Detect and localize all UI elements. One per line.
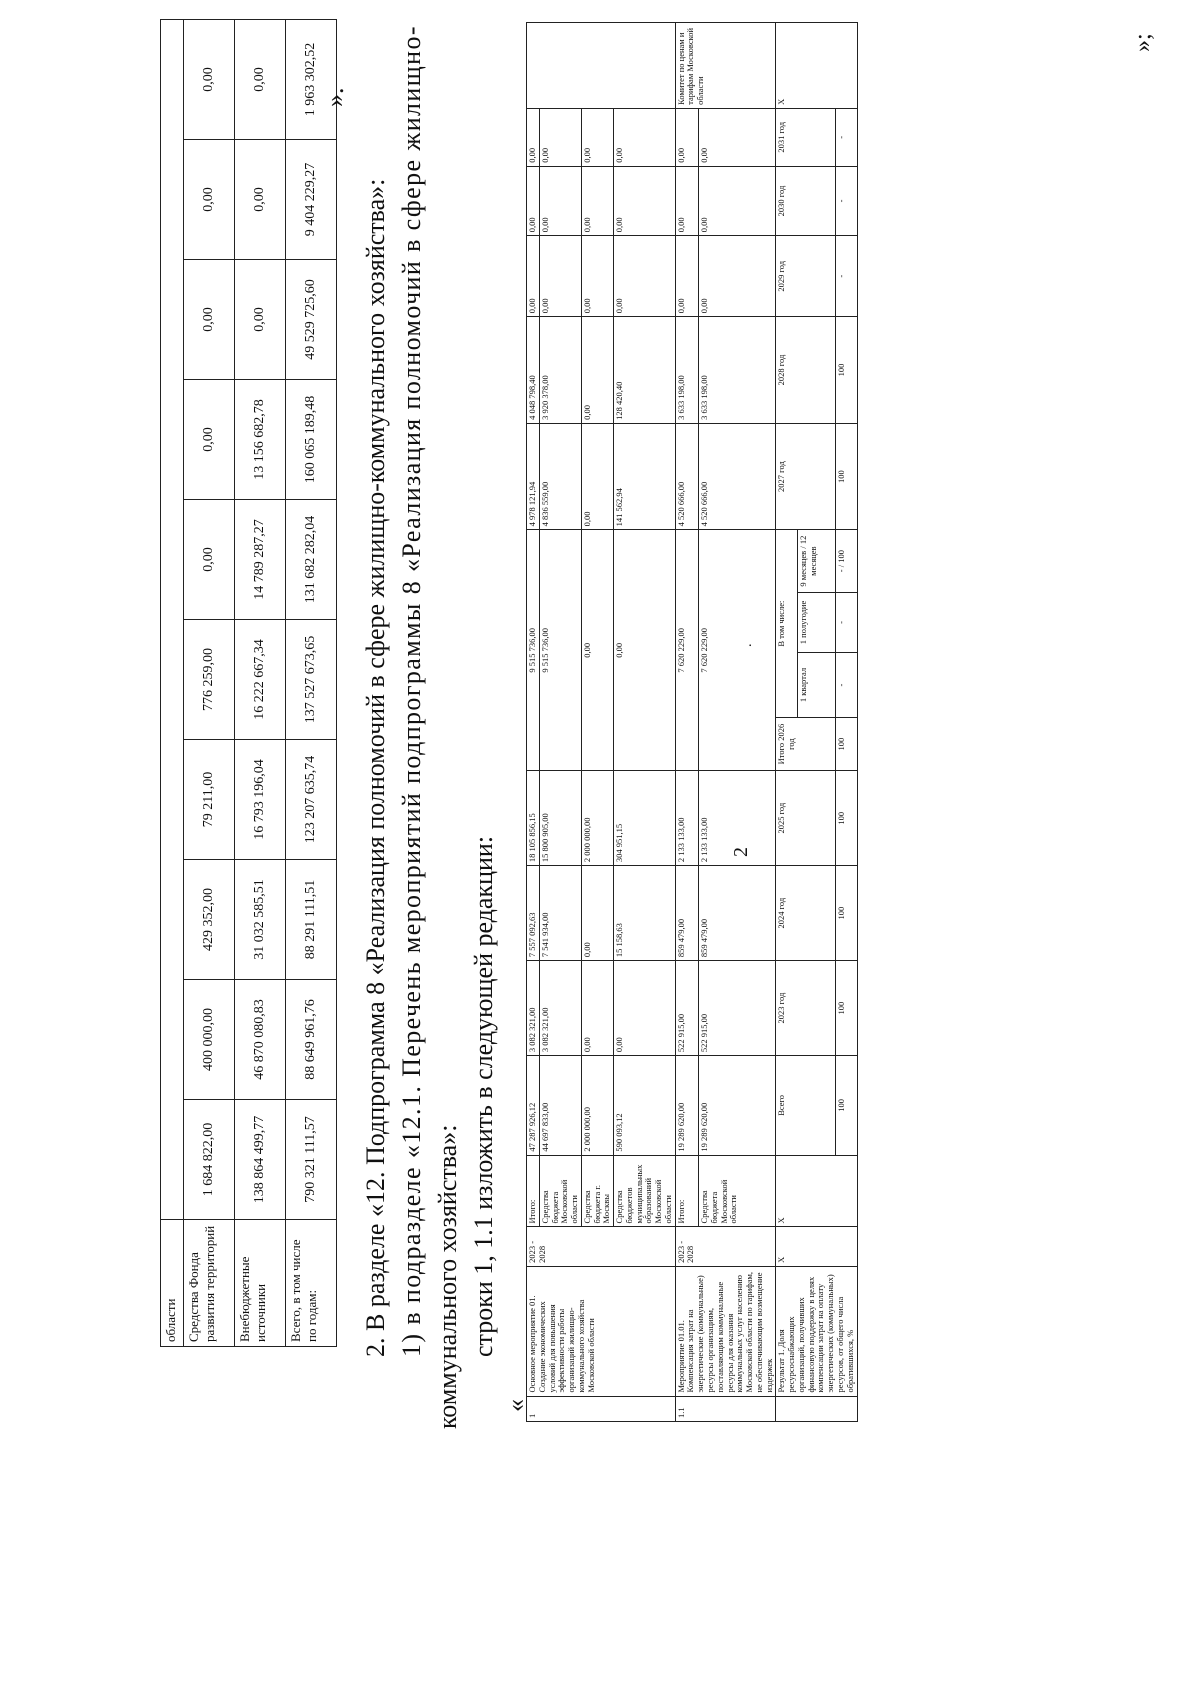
fin-row-label: Средства Фонда развития территорий — [184, 1220, 235, 1347]
result-header: 2025 год — [776, 771, 836, 866]
closing-mark: »; — [1130, 33, 1156, 52]
value-cell: 7 620 229,00 — [699, 530, 776, 771]
fin-cell: 0,00 — [184, 260, 235, 380]
value-cell: 0,00 — [581, 166, 613, 235]
fin-row-label: Всего, в том числе по годам: — [286, 1220, 337, 1347]
fin-row — [235, 20, 286, 1347]
fin-cell: 16 793 196,04 — [235, 740, 286, 860]
value-cell: 128 420,40 — [614, 317, 676, 424]
fin-cell: 0,00 — [235, 140, 286, 260]
value-cell: 19 289 620,00 — [699, 1056, 776, 1156]
value-cell: 7 557 092,63 — [527, 866, 540, 961]
fin-header-row — [161, 20, 184, 1347]
executor: Комитет по ценам и тарифам Московской области — [675, 23, 776, 109]
fin-closing-mark: ». — [320, 87, 349, 107]
value-cell: 0,00 — [614, 166, 676, 235]
value-cell: 0,00 — [614, 108, 676, 166]
fin-cell: 429 352,00 — [184, 860, 235, 980]
funding-source: Средства бюджета г. Москвы — [581, 1155, 613, 1227]
value-cell: 522 915,00 — [675, 961, 698, 1056]
value-cell: 3 920 378,00 — [539, 317, 581, 424]
result-value-part: 100 — [835, 550, 846, 563]
table-row — [527, 23, 540, 1422]
result-subheader-part: 9 месяцев — [797, 550, 808, 587]
value-cell: 0,00 — [539, 108, 581, 166]
value-cell: 2 133 133,00 — [675, 771, 698, 866]
fin-cell: 13 156 682,78 — [235, 380, 286, 500]
result-header: 2023 год — [776, 961, 836, 1056]
value-cell: 44 697 833,00 — [539, 1056, 581, 1156]
result-x: Х — [776, 23, 857, 109]
measure-name: Мероприятие 01.01. Компенсация затрат на энергетические (коммунальные) ресурсы организациям, поставляющим коммунальные ресурсы для оказания коммунальных услуг населению Московской области по тарифам, не обеспечивающим возмещение издержек — [675, 1266, 776, 1396]
fin-cell: 1 963 302,52 — [286, 20, 337, 140]
fin-cell: 0,00 — [184, 20, 235, 140]
value-cell: 0,00 — [527, 108, 540, 166]
result-header: Всего — [776, 1056, 836, 1156]
fin-cell: 0,00 — [184, 500, 235, 620]
result-header: В том числе: — [776, 530, 798, 718]
value-cell: 7 620 229,00 — [675, 530, 698, 771]
fin-cell: 400 000,00 — [184, 980, 235, 1100]
result-header: 2030 год — [776, 166, 836, 235]
fin-header-cell: области — [161, 1220, 184, 1347]
fin-row — [184, 20, 235, 1347]
result-value: 100 — [835, 717, 857, 770]
value-cell: 47 287 926,12 — [527, 1056, 540, 1156]
value-cell: 859 479,00 — [699, 866, 776, 961]
row-number: 1.1 — [675, 1396, 776, 1421]
value-cell: 4 836 559,00 — [539, 423, 581, 530]
fin-cell: 776 259,00 — [184, 620, 235, 740]
funding-source: Средства бюджета Московской области — [699, 1155, 776, 1227]
value-cell: 3 082 321,00 — [539, 961, 581, 1056]
funding-source: Средства бюджета Московской области — [539, 1155, 581, 1227]
funding-source: Итого: — [527, 1155, 540, 1227]
result-subheader: 1 квартал — [797, 653, 835, 718]
paragraph-line: строки 1, 1.1 изложить в следующей редакции: — [469, 835, 498, 1357]
value-cell: 0,00 — [699, 108, 776, 166]
fin-cell: 131 682 282,04 — [286, 500, 337, 620]
fin-cell: 0,00 — [184, 380, 235, 500]
value-cell: 0,00 — [699, 236, 776, 317]
fin-cell: 31 032 585,51 — [235, 860, 286, 980]
table-row — [581, 23, 613, 1422]
value-cell: 2 000 000,00 — [581, 1056, 613, 1156]
value-cell: 0,00 — [527, 166, 540, 235]
value-cell: 0,00 — [675, 236, 698, 317]
value-cell: 0,00 — [581, 423, 613, 530]
fin-cell: 0,00 — [235, 20, 286, 140]
fin-cell: 0,00 — [235, 260, 286, 380]
value-cell: 18 105 856,15 — [527, 771, 540, 866]
fin-cell: 79 211,00 — [184, 740, 235, 860]
result-value-part: - — [835, 569, 846, 573]
result-subheader: 9 месяцев / 12 месяцев — [797, 530, 835, 593]
fin-cell: 88 649 961,76 — [286, 980, 337, 1100]
value-cell: 0,00 — [581, 236, 613, 317]
value-cell: 2 133 133,00 — [699, 771, 776, 866]
value-cell: 15 158,63 — [614, 866, 676, 961]
result-value: - / 100 — [835, 530, 857, 593]
result-header: 2029 год — [776, 236, 836, 317]
value-cell: 304 951,15 — [614, 771, 676, 866]
measure-period: 2023 - 2028 — [527, 1227, 676, 1266]
fin-cell: 790 321 111,57 — [286, 1100, 337, 1220]
fin-header-spacer — [161, 20, 184, 1220]
fin-cell: 160 065 189,48 — [286, 380, 337, 500]
value-cell: 0,00 — [675, 166, 698, 235]
result-subheader: 1 полугодие — [797, 592, 835, 652]
value-cell: 15 800 905,00 — [539, 771, 581, 866]
value-cell: 0,00 — [581, 961, 613, 1056]
funding-source: Средства бюджетов муниципальных образований Московской области — [614, 1155, 676, 1227]
result-x: Х — [776, 1227, 857, 1266]
result-value: - — [835, 592, 857, 652]
fin-cell: 14 789 287,27 — [235, 500, 286, 620]
value-cell: 859 479,00 — [675, 866, 698, 961]
result-header: 2028 год — [776, 317, 836, 424]
fin-cell: 137 527 673,65 — [286, 620, 337, 740]
fin-cell: 49 529 725,60 — [286, 260, 337, 380]
measure-name: Основное мероприятие 01. Создание экономических условий для повышения эффективности работы организаций жилищно-коммунального хозяйства Московской области — [527, 1266, 676, 1396]
value-cell: 3 082 321,00 — [527, 961, 540, 1056]
value-cell: 522 915,00 — [699, 961, 776, 1056]
result-value: 100 — [835, 423, 857, 530]
table-row — [675, 23, 698, 1422]
result-value: 100 — [835, 771, 857, 866]
value-cell: 0,00 — [539, 166, 581, 235]
value-cell: 590 093,12 — [614, 1056, 676, 1156]
page-number: 2 — [730, 847, 752, 857]
value-cell: 9 515 736,00 — [527, 530, 540, 771]
value-cell: 19 289 620,00 — [675, 1056, 698, 1156]
value-cell: 0,00 — [581, 317, 613, 424]
value-cell: 3 633 198,00 — [699, 317, 776, 424]
value-cell: 141 562,94 — [614, 423, 676, 530]
result-value: - — [835, 166, 857, 235]
value-cell: 0,00 — [539, 236, 581, 317]
row-number: 1 — [527, 1396, 676, 1421]
result-value: 100 — [835, 866, 857, 961]
value-cell: 0,00 — [527, 236, 540, 317]
section-heading: 2. В разделе «12. Подпрограмма 8 «Реализация полномочий в сфере жилищно-коммунального хозяйства»: — [361, 178, 390, 1357]
value-cell: 0,00 — [581, 866, 613, 961]
result-subheader-part: 12 месяцев — [797, 535, 818, 576]
value-cell: 0,00 — [699, 166, 776, 235]
fin-cell: 9 404 229,27 — [286, 140, 337, 260]
fin-row-label: Внебюджетные источники — [235, 1220, 286, 1347]
value-cell: 0,00 — [614, 961, 676, 1056]
result-x: Х — [776, 1155, 857, 1227]
stray-dot: . — [740, 643, 755, 647]
value-cell: 0,00 — [581, 530, 613, 771]
value-cell: 0,00 — [581, 108, 613, 166]
result-value: 100 — [835, 961, 857, 1056]
measure-period: 2023 - 2028 — [675, 1227, 776, 1266]
value-cell: 4 520 666,00 — [675, 423, 698, 530]
value-cell: 0,00 — [675, 108, 698, 166]
value-cell: 7 541 934,00 — [539, 866, 581, 961]
value-cell: 4 520 666,00 — [699, 423, 776, 530]
result-header: Итого 2026 год — [776, 717, 836, 770]
result-name: Результат 1. Доля ресурсоснабжающих организаций, получивших финансовую поддержку в целях компенсации затрат на оплату энергетических (коммунальных) ресурсов, от общего числа обратившихся, % — [776, 1266, 857, 1396]
fin-cell: 138 864 499,77 — [235, 1100, 286, 1220]
value-cell: 2 000 000,00 — [581, 771, 613, 866]
table-row — [776, 23, 798, 1422]
row-number — [776, 1396, 857, 1421]
fin-row — [286, 20, 337, 1347]
fin-cell: 46 870 080,83 — [235, 980, 286, 1100]
table-row — [614, 23, 676, 1422]
table-row — [539, 23, 581, 1422]
value-cell: 4 048 798,40 — [527, 317, 540, 424]
fin-cell: 0,00 — [184, 140, 235, 260]
executor — [527, 23, 676, 109]
fin-cell: 1 684 822,00 — [184, 1100, 235, 1220]
value-cell: 3 633 198,00 — [675, 317, 698, 424]
funding-source: Итого: — [675, 1155, 698, 1227]
result-value: - — [835, 653, 857, 718]
open-quote: « — [501, 1399, 530, 1412]
result-value: - — [835, 236, 857, 317]
result-header: 2031 год — [776, 108, 836, 166]
result-header: 2024 год — [776, 866, 836, 961]
result-value: 100 — [835, 1056, 857, 1156]
value-cell: 0,00 — [614, 236, 676, 317]
value-cell: 4 978 121,94 — [527, 423, 540, 530]
paragraph-line: коммунального хозяйства»: — [433, 1124, 462, 1429]
result-header: 2027 год — [776, 423, 836, 530]
measures-table — [526, 22, 858, 1422]
financing-table — [160, 19, 337, 1347]
fin-cell: 88 291 111,51 — [286, 860, 337, 980]
result-value: 100 — [835, 317, 857, 424]
value-cell: 9 515 736,00 — [539, 530, 581, 771]
result-value: - — [835, 108, 857, 166]
paragraph-line: 1) в подразделе «12.1. Перечень мероприятий подпрограммы 8 «Реализация полномочий в сфере жилищно- — [397, 25, 426, 1357]
table-row — [699, 23, 776, 1422]
value-cell: 0,00 — [614, 530, 676, 771]
fin-cell: 123 207 635,74 — [286, 740, 337, 860]
fin-cell: 16 222 667,34 — [235, 620, 286, 740]
